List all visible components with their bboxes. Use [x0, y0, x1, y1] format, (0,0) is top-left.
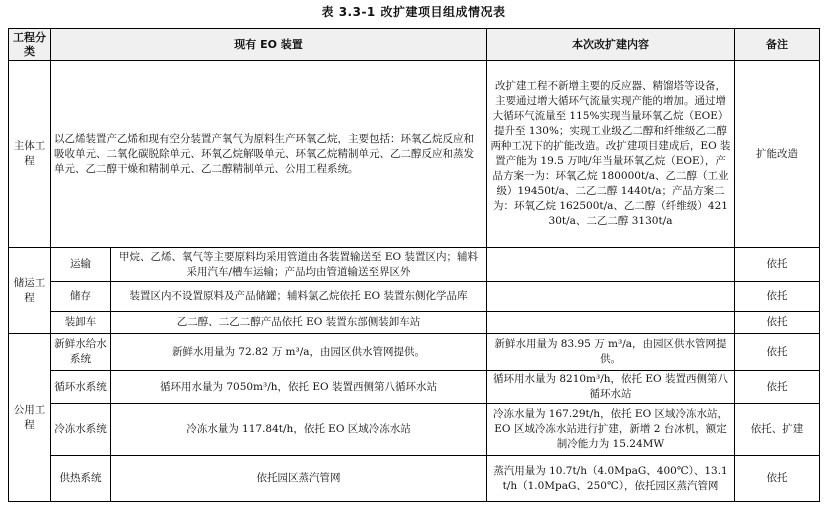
- storage-existing: 乙二醇、二乙二醇产品依托 EO 装置东部侧装卸车站: [111, 312, 487, 334]
- table-row: [9, 61, 820, 248]
- main-remark: 扩能改造: [735, 61, 820, 248]
- table-row: [9, 282, 820, 312]
- utility-existing: 依托园区蒸汽管网: [111, 456, 487, 502]
- utility-new-content: 循环用水量为 8210m³/h，依托 EO 装置西侧第八循环水站: [487, 371, 735, 404]
- header-row: [9, 29, 820, 61]
- utility-new-content: 冷冻水量为 167.29t/h，依托 EO 区域冷冻水站，EO 区域冷冻水站进行扩建，新增 2 台冰机，额定制冷能力为 15.24MW: [487, 404, 735, 456]
- utility-remark: 依托: [735, 371, 820, 404]
- header-existing: 现有 EO 装置: [51, 29, 487, 61]
- table-row: [9, 404, 820, 456]
- utility-name: 供热系统: [51, 456, 111, 502]
- main-existing: 以乙烯装置产乙烯和现有空分装置产氧气为原料生产环氧乙烷，主要包括：环氧乙烷反应和吸收单元、二氧化碳脱除单元、环氧乙烷解吸单元、环氧乙烷精制单元、乙二醇反应和蒸发单元、乙二醇干燥和精制单元、乙二醇精制单元、公用工程系统。: [51, 61, 487, 248]
- category-storage: 储运工程: [9, 248, 51, 334]
- storage-new-content: [487, 312, 735, 334]
- storage-new-content: [487, 248, 735, 282]
- storage-existing: 装置区内不设置原料及产品储罐；辅料氯乙烷依托 EO 装置东侧化学品库: [111, 282, 487, 312]
- main-new-content: 改扩建工程不新增主要的反应器、精馏塔等设备，主要通过增大循环气流量实现产能的增加。通过增大循环气流量至 115%实现当量环氧乙烷（EOE）提升至 130%；实现工业级乙二醇和纤维级乙二醇两种工况下的扩能改造。改扩建项目建成后，EO 装置产能为 19.5 万吨/年当量环氧乙烷（EOE），产品方案一为：环氧乙烷 180000t/a、乙二醇（工业级）19450t/a、二乙二醇 1440t/a；产品方案二为：环氧乙烷 162500t/a、乙二醇（纤维级）42130t/a、二乙二醇 3130t/a: [487, 61, 735, 248]
- utility-name: 循环水系统: [51, 371, 111, 404]
- utility-new-content: 蒸汽用量为 10.7t/h（4.0MpaG、400℃）、13.1 t/h（1.0MpaG、250℃），依托园区蒸汽管网: [487, 456, 735, 502]
- utility-existing: 循环用水量为 7050m³/h，依托 EO 装置西侧第八循环水站: [111, 371, 487, 404]
- utility-new-content: 新鲜水用量为 83.95 万 m³/a，由园区供水管网提供。: [487, 334, 735, 371]
- table-row: [9, 371, 820, 404]
- storage-new-content: [487, 282, 735, 312]
- header-new-content: 本次改扩建内容: [487, 29, 735, 61]
- utility-name: 冷冻水系统: [51, 404, 111, 456]
- utility-existing: 新鲜水用量为 72.82 万 m³/a，由园区供水管网提供。: [111, 334, 487, 371]
- utility-remark: 依托: [735, 334, 820, 371]
- table-row: [9, 312, 820, 334]
- category-utility: 公用工程: [9, 334, 51, 502]
- table-caption: 表 3.3-1 改扩建项目组成情况表: [321, 5, 506, 19]
- storage-remark: 依托: [735, 248, 820, 282]
- utility-remark: 依托、扩建: [735, 404, 820, 456]
- storage-existing: 甲烷、乙烯、氧气等主要原料均采用管道由各装置输送至 EO 装置区内；辅料采用汽车/槽车运输；产品均由管道输送至界区外: [111, 248, 487, 282]
- category-main: 主体工程: [9, 61, 51, 248]
- table-row: [9, 334, 820, 371]
- table-row: [9, 248, 820, 282]
- header-category: 工程分类: [9, 29, 51, 61]
- utility-remark: 依托: [735, 456, 820, 502]
- storage-name: 储存: [51, 282, 111, 312]
- storage-remark: 依托: [735, 312, 820, 334]
- project-composition-table: [8, 28, 820, 502]
- table-row: [9, 456, 820, 502]
- storage-remark: 依托: [735, 282, 820, 312]
- storage-name: 装卸车: [51, 312, 111, 334]
- utility-existing: 冷冻水量为 117.84t/h，依托 EO 区域冷冻水站: [111, 404, 487, 456]
- utility-name: 新鲜水给水系统: [51, 334, 111, 371]
- header-remark: 备注: [735, 29, 820, 61]
- storage-name: 运输: [51, 248, 111, 282]
